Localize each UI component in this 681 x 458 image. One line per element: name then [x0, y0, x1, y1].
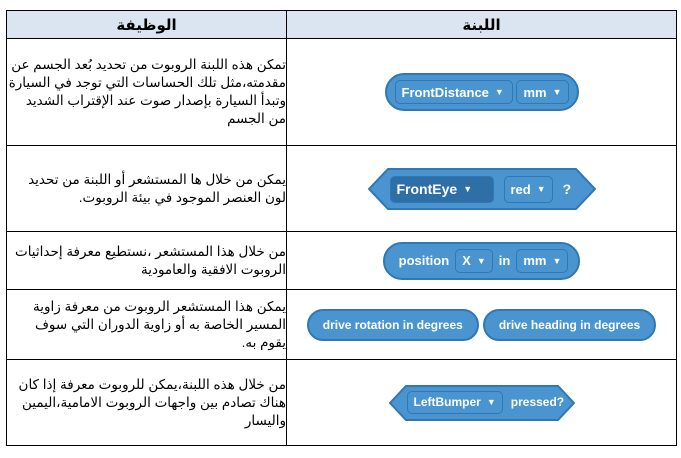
front-distance-block[interactable]	[385, 73, 579, 111]
header-function: الوظيفة	[7, 11, 287, 39]
chevron-down-icon: ▼	[463, 184, 473, 194]
table-row	[7, 146, 677, 232]
sensor-dropdown[interactable]: FrontDistance ▼	[395, 80, 513, 104]
table-row	[7, 39, 677, 146]
blocks-table	[6, 10, 677, 446]
table-row	[7, 232, 677, 290]
position-block[interactable]: position X ▼ in mm ▼	[383, 242, 581, 280]
function-description: يمكن هذا المستشعر الروبوت من معرفة زاوية المسير الخاصة به أو زاوية الدوران التي سوف يقوم به.	[7, 290, 287, 360]
chevron-down-icon: ▼	[476, 255, 486, 266]
unit-dropdown[interactable]: mm ▼	[516, 249, 568, 273]
function-description: تمكن هذه اللبنة الروبوت من تحديد بُعد الجسم عن مقدمته،مثل تلك الحساسات التي توجد في السيارة وتبدأ السيارة بإصدار صوت عند الإقتراب الشديد من الجسم	[7, 39, 287, 146]
drive-heading-block[interactable]: drive heading in degrees	[483, 309, 656, 341]
chevron-down-icon: ▼	[486, 397, 496, 407]
table-row	[7, 290, 677, 360]
function-description: من خلال هذا المستشعر ،نستطيع معرفة إحداثيات الروبوت الافقية والعامودية	[7, 232, 287, 290]
question-mark: ?	[562, 181, 572, 197]
function-description: يمكن من خلال ها المستشعر أو اللبنة من تحديد لون العنصر الموجود في بيئة الروبوت.	[7, 146, 287, 232]
drive-rotation-block[interactable]: drive rotation in degrees	[307, 309, 479, 341]
chevron-down-icon: ▼	[494, 87, 504, 97]
header-block: اللبنة	[287, 11, 677, 39]
bumper-dropdown[interactable]: LeftBumper ▼	[407, 391, 503, 414]
function-description: من خلال هذه اللبنة،يمكن للروبوت معرفة إذا كان هناك تصادم بين واجهات الروبوت الامامية،اليمين واليسار	[7, 360, 287, 446]
front-eye-block[interactable]	[368, 168, 596, 210]
axis-dropdown[interactable]: X ▼	[455, 249, 493, 273]
chevron-down-icon: ▼	[536, 184, 546, 194]
table-row	[7, 360, 677, 446]
sensor-dropdown[interactable]: FrontEye ▼	[390, 176, 494, 203]
color-dropdown[interactable]: red ▼	[504, 176, 553, 203]
chevron-down-icon: ▼	[552, 255, 562, 266]
left-bumper-block[interactable]: LeftBumper ▼ pressed?	[389, 385, 575, 421]
chevron-down-icon: ▼	[552, 87, 562, 97]
unit-dropdown[interactable]: mm ▼	[516, 80, 568, 104]
